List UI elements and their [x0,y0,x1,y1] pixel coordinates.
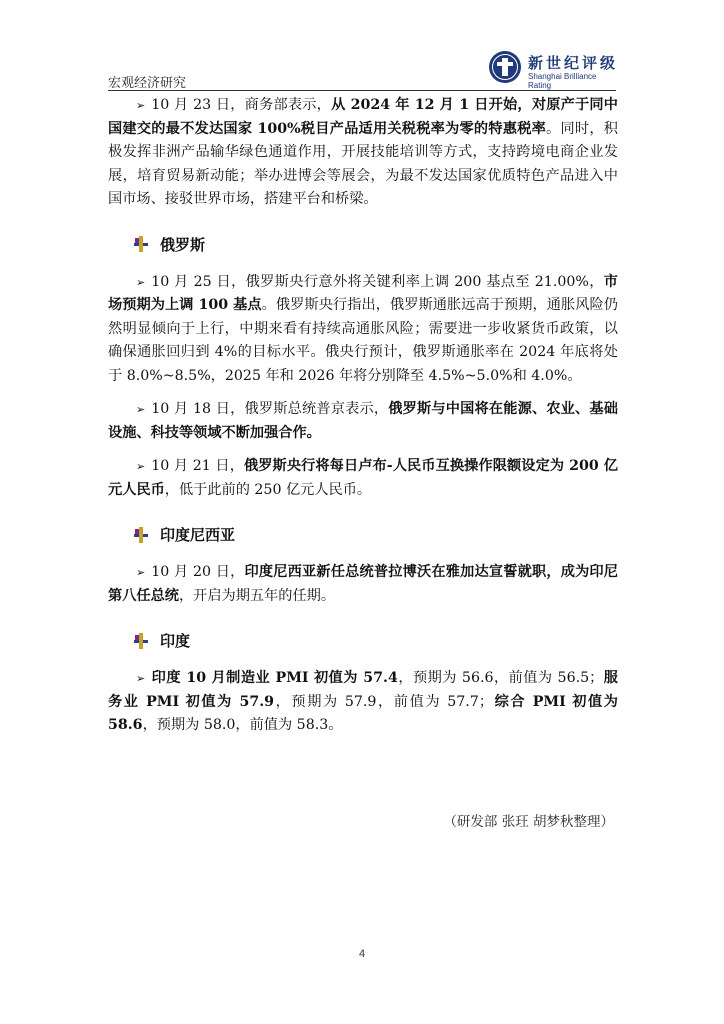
paragraph-text: 10 月 18 日，俄罗斯总统普京表示， [151,401,389,417]
bullet-arrow-icon: ➢ [136,566,146,579]
flag-bullet-icon [132,632,150,650]
bullet-paragraph [108,271,618,389]
bullet-arrow-icon: ➢ [136,275,146,289]
section-heading [132,630,618,651]
bullet-paragraph [108,561,618,608]
paragraph-text: 。俄罗斯央行指出，俄罗斯通胀远高于预期，通胀风险仍然明显倾向于上行，中期来看有持续高通胀风险；需要进一步收紧货币政策，以确保通胀回归到 4%的目标水平。俄央行预计，俄罗斯通胀率在 2024 年底将处于 8.0%~8.5%，2025 年和 2026 年将分别降至 4.5%~5.0%和 4.0%。 [108,297,618,384]
header-section-title: 宏观经济研究 [108,76,187,91]
paragraph-text: 。同时，积极发挥非洲产品输华绿色通道作用，开展技能培训等方式，支持跨境电商企业发展，培育贸易新动能；举办进博会等展会，为最不发达国家优质特色产品进入中国市场、接驳世界市场，搭建平台和桥梁。 [108,120,618,207]
flag-bullet-icon [132,235,150,253]
paragraph-text: ，预期为 57.9，前值为 57.7； [274,693,494,710]
emphasized-text: 俄罗斯央行将每日卢布-人民币互换操作限额设定为 200 亿元人民币 [108,458,618,498]
author-credit: （研发部 张玨 胡梦秋整理） [443,814,614,830]
section-heading [132,524,618,545]
bullet-paragraph [108,398,618,445]
document-body [108,94,618,748]
bullet-arrow-icon: ➢ [136,460,146,473]
emphasized-text: 印度尼西亚新任总统普拉博沃在雅加达宣誓就职，成为印尼第八任总统 [108,564,618,604]
emphasized-text: 俄罗斯与中国将在能源、农业、基础设施、科技等领域不断加强合作。 [108,401,618,441]
logo-seal-icon [488,50,522,84]
bullet-paragraph [108,455,618,502]
emphasized-text: 从 2024 年 12 月 1 日开始，对原产于同中国建交的最不发达国家 100%税目产品适用关税税率为零的特惠税率 [108,97,618,137]
bullet-arrow-icon: ➢ [136,99,146,112]
section-title: 俄罗斯 [160,235,206,254]
bullet-paragraph [108,667,618,738]
emphasized-text: 服务业 PMI 初值为 57.9 [108,670,618,710]
paragraph-text: ，低于此前的 250 亿元人民币。 [164,481,372,498]
section-title: 印度 [160,632,191,650]
paragraph-text: 10 月 23 日，商务部表示， [151,97,332,113]
bullet-arrow-icon: ➢ [136,403,146,416]
emphasized-text: 市场预期为上调 100 基点 [108,273,618,313]
logo-chinese-name: 新世纪评级 [528,54,619,72]
emphasized-text: 综合 PMI 初值为 58.6 [108,693,618,733]
emphasized-text: 印度 10 月制造业 PMI 初值为 57.4 [151,670,398,686]
paragraph-text: ，开启为期五年的任期。 [178,587,336,604]
paragraph-text: ，预期为 58.0，前值为 58.3。 [142,717,343,733]
bullet-paragraph [108,94,618,212]
paragraph-text: ，预期为 56.6，前值为 56.5； [397,670,604,686]
logo-english-name: Shanghai Brilliance Rating [528,72,597,90]
section-heading [132,234,618,255]
page-number: 4 [358,948,366,960]
paragraph-text: 10 月 20 日， [151,564,245,580]
header-divider [108,90,616,91]
flag-bullet-icon [132,526,150,544]
paragraph-text: 10 月 25 日，俄罗斯央行意外将关键利率上调 200 基点至 21.00%， [151,273,604,290]
company-logo [488,50,619,90]
section-title: 印度尼西亚 [160,526,236,544]
bullet-arrow-icon: ➢ [136,672,146,685]
paragraph-text: 10 月 21 日， [151,458,244,474]
